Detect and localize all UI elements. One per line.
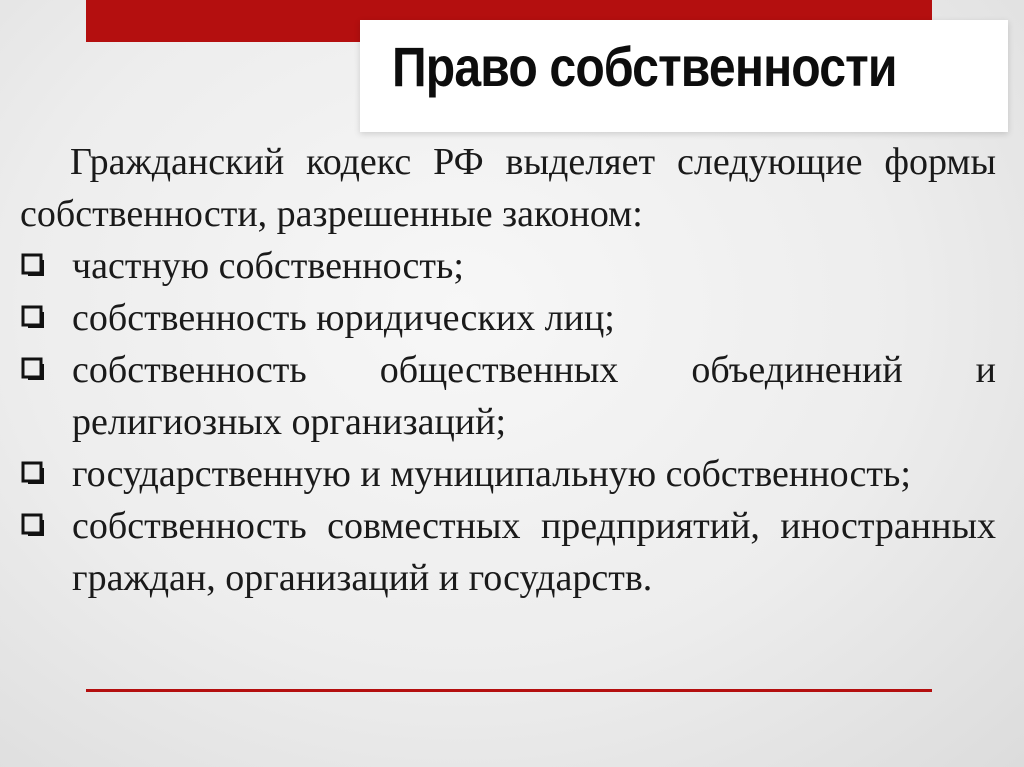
list-item xyxy=(20,240,996,292)
intro-text: Гражданский кодекс РФ выделяет следующие формы собственности, разрешенные законом: xyxy=(20,141,996,235)
slide-title: Право собственности xyxy=(392,35,897,98)
checkbox-square-icon xyxy=(20,356,46,382)
list-item-text: собственность общественных объединений и религиозных организаций; xyxy=(72,349,996,443)
checkbox-square-icon xyxy=(20,512,46,538)
list-item-text: собственность совместных предприятий, иностранных граждан, организаций и государств. xyxy=(72,505,996,599)
checkbox-square-icon xyxy=(20,460,46,486)
list-item xyxy=(20,292,996,344)
checkbox-square-icon xyxy=(20,304,46,330)
list-item xyxy=(20,448,996,500)
list-item-text: государственную и муниципальную собственность; xyxy=(72,453,911,495)
list-item xyxy=(20,344,996,448)
slide-body xyxy=(20,136,996,604)
list-item-text: частную собственность; xyxy=(72,245,464,287)
bottom-divider xyxy=(86,689,932,692)
title-box xyxy=(360,20,1008,132)
checkbox-square-icon xyxy=(20,252,46,278)
list-item xyxy=(20,500,996,604)
list-item-text: собственность юридических лиц; xyxy=(72,297,615,339)
forms-list xyxy=(20,240,996,604)
